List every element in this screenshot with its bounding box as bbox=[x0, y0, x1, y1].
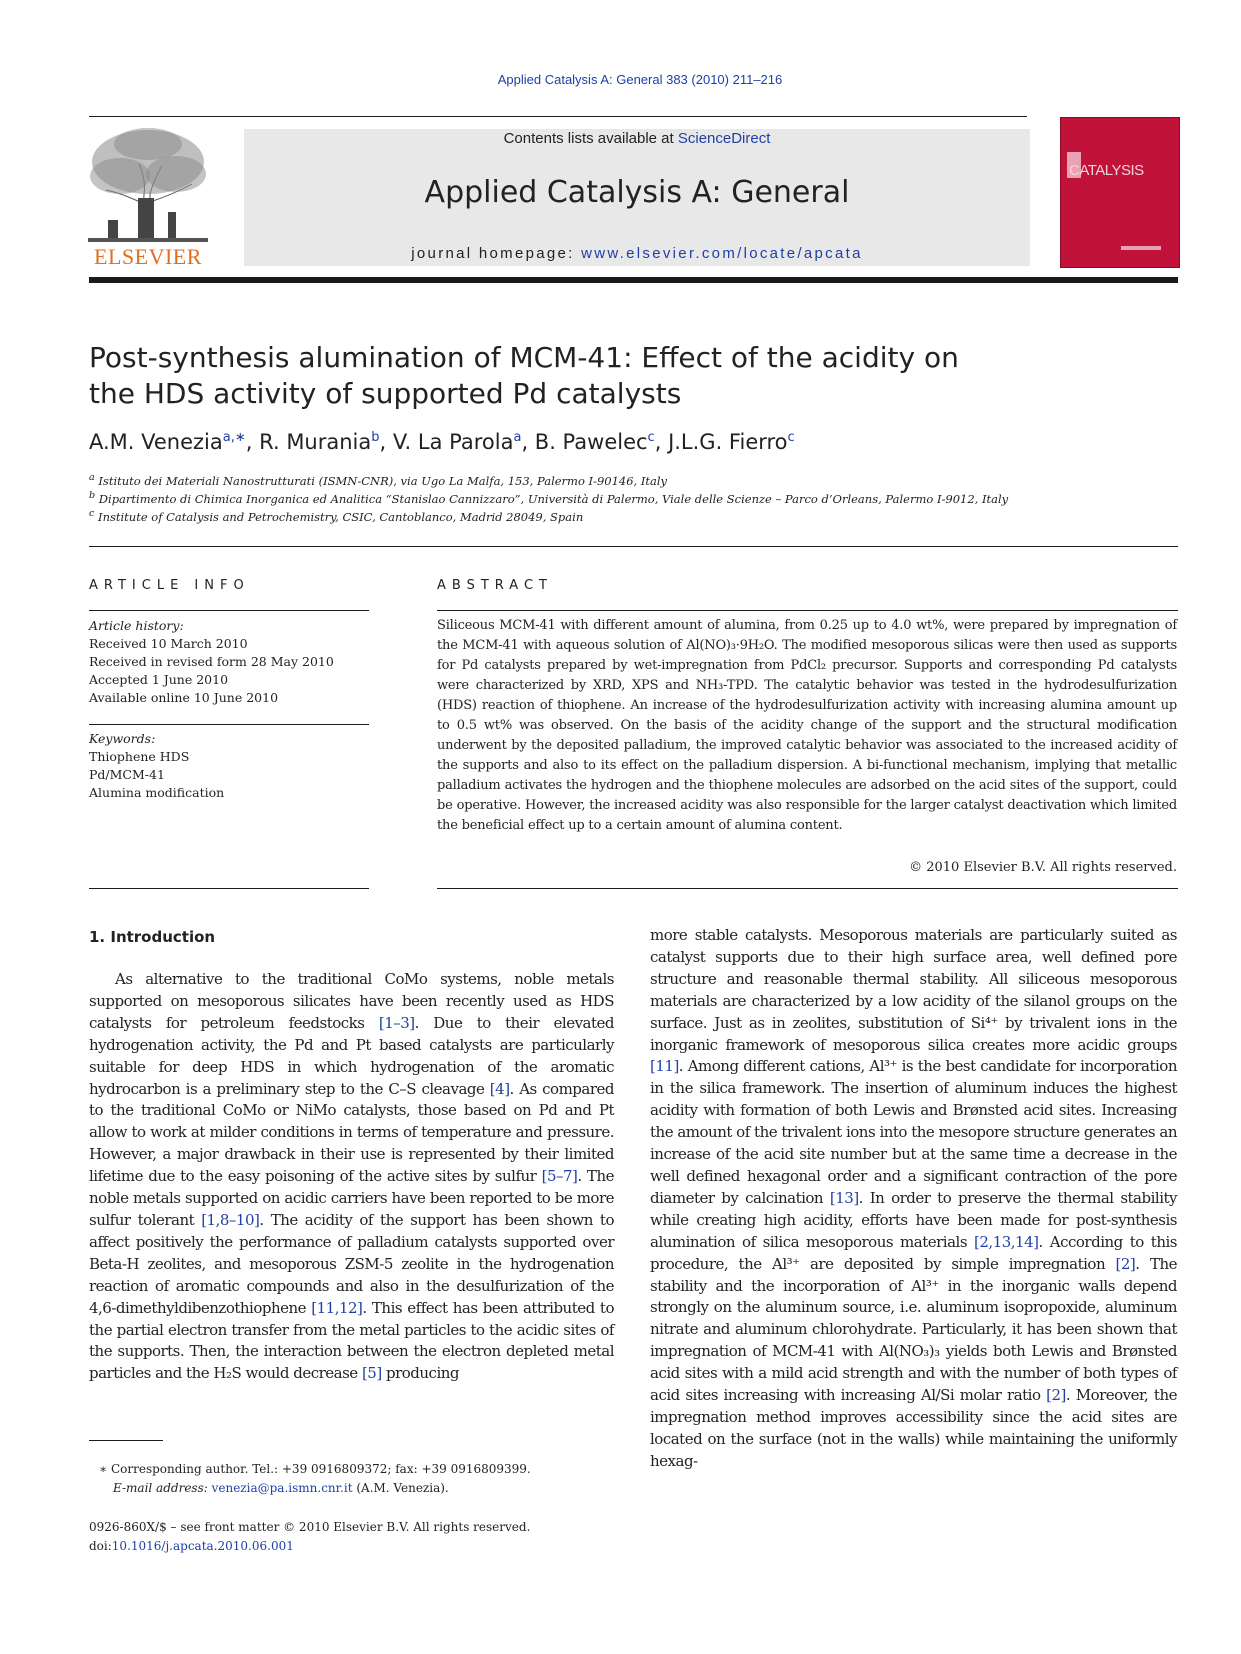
abstract-rule-top bbox=[437, 610, 1178, 611]
body-text-run: . Due to their elevated hydrogenation activity, the Pd and Pt based catalysts are particularly suitable for deep HDS in which hydrogenation of the aromatic hydrocarbon is a preliminary step to the C–S cleavage bbox=[89, 1013, 614, 1098]
keywords-label: Keywords: bbox=[89, 731, 156, 746]
body-text-run: . Moreover, the impregnation method improves accessibility since the acid sites are located on the surface (not in the walls) while maintaining the uniformly hexag- bbox=[650, 1386, 1177, 1470]
homepage-prefix: journal homepage: bbox=[411, 245, 582, 262]
citation-link[interactable]: [1–3] bbox=[378, 1013, 415, 1032]
body-text-run: . The acidity of the support has been shown to affect positively the performance of palladium catalysts supported over Beta-H zeolites, and mesoporous ZSM-5 zeolite in the hydrogenation reaction of aromatic compounds and also in the desulfurization of the 4,6-dimethyldibenzothiophene bbox=[89, 1210, 614, 1317]
author-name: R. Murania bbox=[259, 430, 372, 454]
cover-title: CATALYSIS bbox=[1069, 162, 1144, 179]
affiliation-text: Dipartimento di Chimica Inorganica ed Analitica “Stanislao Cannizzaro”, Università di Palermo, Viale delle Scienze – Parco d’Orleans, Palermo I-9012, Italy bbox=[98, 491, 1009, 506]
affiliation-a bbox=[89, 472, 1189, 488]
email-suffix: (A.M. Venezia). bbox=[352, 1481, 449, 1495]
citation-link[interactable]: [4] bbox=[489, 1079, 510, 1098]
history-online: Available online 10 June 2010 bbox=[89, 690, 279, 705]
affiliation-text: Istituto dei Materiali Nanostrutturati (ISMN-CNR), via Ugo La Malfa, 153, Palermo I-90146, Italy bbox=[98, 473, 668, 488]
affiliation-marker: a bbox=[89, 472, 95, 483]
keyword: Pd/MCM-41 bbox=[89, 767, 165, 782]
article-history-label: Article history: bbox=[89, 618, 184, 633]
article-title-line-2: the HDS activity of supported Pd catalysts bbox=[89, 377, 682, 410]
body-column-right bbox=[650, 925, 1177, 1473]
header-top-rule bbox=[89, 116, 1027, 117]
doi-prefix: doi: bbox=[89, 1539, 112, 1553]
keywords bbox=[89, 730, 369, 802]
keyword: Thiophene HDS bbox=[89, 749, 190, 764]
elsevier-wordmark[interactable]: ELSEVIER bbox=[94, 244, 202, 269]
article-info-heading: ARTICLE INFO bbox=[89, 578, 250, 593]
citation-link[interactable]: [11,12] bbox=[311, 1298, 363, 1317]
body-text-run: more stable catalysts. Mesoporous materials are particularly suited as catalyst supports due to their high surface area, well defined pore structure and reasonable thermal stability. All siliceous mesoporous materials are characterized by a low acidity of the silanol groups on the surface. Just as in zeolites, substitution of Si⁴⁺ by trivalent ions in the inorganic framework of mesoporous silica creates more acidic groups bbox=[650, 926, 1177, 1054]
citation-link[interactable]: [13] bbox=[829, 1188, 859, 1207]
body-text-run: . As compared to the traditional CoMo or NiMo catalysts, those based on Pd and Pt allow to work at milder conditions in terms of temperature and pressure. However, a major drawback in their use is represented by their limited lifetime due to the easy poisoning of the active sites by sulfur bbox=[89, 1079, 614, 1186]
body-text-run: . Among different cations, Al³⁺ is the best candidate for incorporation in the silica framework. The insertion of aluminum induces the highest acidity with formation of both Lewis and Brønsted acid sites. Increasing the amount of the trivalent ions into the mesopore structure generates an increase of the acid site number but at the same time a decrease in the well defined hexagonal order and a significant contraction of the pore diameter by calcination bbox=[650, 1057, 1177, 1207]
body-text-run: . The noble metals supported on acidic carriers have been reported to be more sulfur tolerant bbox=[89, 1167, 614, 1229]
issn-line: 0926-860X/$ – see front matter © 2010 Elsevier B.V. All rights reserved. bbox=[89, 1520, 531, 1534]
journal-citation[interactable]: Applied Catalysis A: General 383 (2010) 211–216 bbox=[497, 72, 783, 87]
corresponding-author-note: ∗ Corresponding author. Tel.: +39 0916809372; fax: +39 0916809399. bbox=[99, 1462, 531, 1476]
journal-homepage-line bbox=[244, 245, 1030, 262]
body-text-run: . This effect has been attributed to the partial electron transfer from the metal particles to the acidic sites of the supports. Then, the interaction between the electron depleted metal particles and the H₂S would decrease bbox=[89, 1298, 614, 1383]
email-label: E-mail address: bbox=[113, 1481, 212, 1495]
article-title bbox=[89, 340, 1089, 412]
doi-link[interactable]: 10.1016/j.apcata.2010.06.001 bbox=[111, 1539, 294, 1553]
citation-link[interactable]: [5] bbox=[361, 1364, 382, 1383]
citation-link[interactable]: [5–7] bbox=[541, 1167, 578, 1186]
contents-available-line bbox=[244, 130, 1030, 147]
author-affiliation-link[interactable]: a bbox=[513, 430, 522, 445]
journal-title: Applied Catalysis A: General bbox=[424, 175, 850, 210]
body-text-run: . In order to preserve the thermal stability while creating high acidity, efforts have been made for post-synthesis alumination of silica mesoporous materials bbox=[650, 1188, 1177, 1251]
affiliation-c bbox=[89, 508, 1189, 524]
journal-cover-image[interactable] bbox=[1060, 117, 1180, 268]
article-history bbox=[89, 617, 369, 707]
author-list: A.M. Venezia$^{a,∗}$, R. Murania$^b$, V. La Parola$^a$, B. Pawelec$^c$, J.L.G. Fierro$^c$ bbox=[89, 430, 795, 454]
citation-link[interactable]: [1,8–10] bbox=[201, 1210, 260, 1229]
author-name: A.M. Venezia bbox=[89, 430, 223, 454]
abstract-copyright: © 2010 Elsevier B.V. All rights reserved. bbox=[909, 860, 1177, 875]
affiliation-marker: c bbox=[89, 508, 95, 519]
author-affiliation-link[interactable]: c bbox=[787, 430, 795, 445]
sciencedirect-link[interactable]: ScienceDirect bbox=[677, 130, 771, 147]
elsevier-tree-logo bbox=[84, 124, 212, 256]
history-accepted: Accepted 1 June 2010 bbox=[89, 672, 229, 687]
citation-link[interactable]: [2] bbox=[1115, 1254, 1136, 1273]
article-info-rule-2 bbox=[89, 724, 369, 725]
abstract-text: Siliceous MCM-41 with different amount of alumina, from 0.25 up to 4.0 wt%, were prepared by impregnation of the MCM-41 with aqueous solution of Al(NO)₃·9H₂O. The modified mesoporous silicas were then used as supports for Pd catalysts prepared by wet-impregnation from PdCl₂ precursor. Supports and corresponding Pd catalysts were characterized by XRD, XPS and NH₃-TPD. The catalytic behavior was tested in the hydrodesulfurization (HDS) reaction of thiophene. An increase of the hydrodesulfurization activity with increasing alumina amount up to 0.5 wt% was observed. On the basis of the acidity change of the support and the structural modification underwent by the deposited palladium, the improved catalytic behavior was associated to the increased acidity of the supports and also to its effect on the palladium dispersion. A bi-functional mechanism, implying that metallic palladium activates the hydrogen and the thiophene molecules are adsorbed on the acid sites of the support, could be operative. However, the increased acidity was also responsible for the larger catalyst deactivation which limited the beneficial effect up to a certain amount of alumina content. bbox=[437, 618, 1177, 833]
affiliation-b bbox=[89, 490, 1189, 506]
body-column-left bbox=[89, 969, 614, 1385]
author-name: V. La Parola bbox=[392, 430, 514, 454]
body-text-run: . The stability and the incorporation of Al³⁺ in the inorganic walls depend strongly on the aluminum source, i.e. aluminum isopropoxide, aluminum nitrate and aluminum chlorohydrate. Particularly, it has been shown that impregnation of MCM-41 with Al(NO₃)₃ yields both Lewis and Brønsted acid sites with a mild acid strength and with the number of both types of acid sites increasing with increasing Al/Si molar ratio bbox=[650, 1254, 1177, 1405]
history-received: Received 10 March 2010 bbox=[89, 636, 248, 651]
email-note bbox=[113, 1481, 449, 1495]
author-name: B. Pawelec bbox=[534, 430, 648, 454]
abstract-rule-bottom bbox=[437, 888, 1178, 889]
abstract-heading: ABSTRACT bbox=[437, 578, 553, 593]
affiliation-text: Institute of Catalysis and Petrochemistry, CSIC, Cantoblanco, Madrid 28049, Spain bbox=[98, 509, 584, 524]
affiliations-rule bbox=[89, 546, 1178, 547]
article-info-rule-1 bbox=[89, 610, 369, 611]
article-title-line-1: Post-synthesis alumination of MCM-41: Effect of the acidity on bbox=[89, 341, 959, 374]
citation-link[interactable]: [11] bbox=[650, 1057, 679, 1076]
author-affiliation-link[interactable]: b bbox=[371, 430, 380, 445]
affiliation-marker: b bbox=[89, 490, 96, 501]
body-text-run: As alternative to the traditional CoMo systems, noble metals supported on mesoporous silicates have been recently used as HDS catalysts for petroleum feedstocks bbox=[89, 970, 614, 1032]
citation-link[interactable]: [2,13,14] bbox=[974, 1232, 1039, 1251]
header-bottom-rule bbox=[89, 277, 1178, 283]
contents-prefix: Contents lists available at bbox=[503, 130, 678, 147]
body-text-run: . According to this procedure, the Al³⁺ are deposited by simple impregnation bbox=[650, 1232, 1177, 1273]
email-link[interactable]: venezia@pa.ismn.cnr.it bbox=[211, 1481, 353, 1495]
footnote-rule bbox=[89, 1440, 163, 1441]
body-text-run: producing bbox=[381, 1364, 459, 1383]
article-info-rule-3 bbox=[89, 888, 369, 889]
author-affiliation-link[interactable]: a,∗ bbox=[222, 430, 246, 445]
doi-line bbox=[89, 1539, 294, 1553]
keyword: Alumina modification bbox=[89, 785, 225, 800]
citation-link[interactable]: [2] bbox=[1046, 1386, 1066, 1405]
author-name: J.L.G. Fierro bbox=[668, 430, 788, 454]
history-revised: Received in revised form 28 May 2010 bbox=[89, 654, 334, 669]
author-affiliation-link[interactable]: c bbox=[647, 430, 655, 445]
journal-homepage-link[interactable]: www.elsevier.com/locate/apcata bbox=[581, 245, 863, 262]
cover-publisher-mark bbox=[1121, 246, 1161, 250]
section-heading-introduction: 1. Introduction bbox=[89, 928, 216, 946]
